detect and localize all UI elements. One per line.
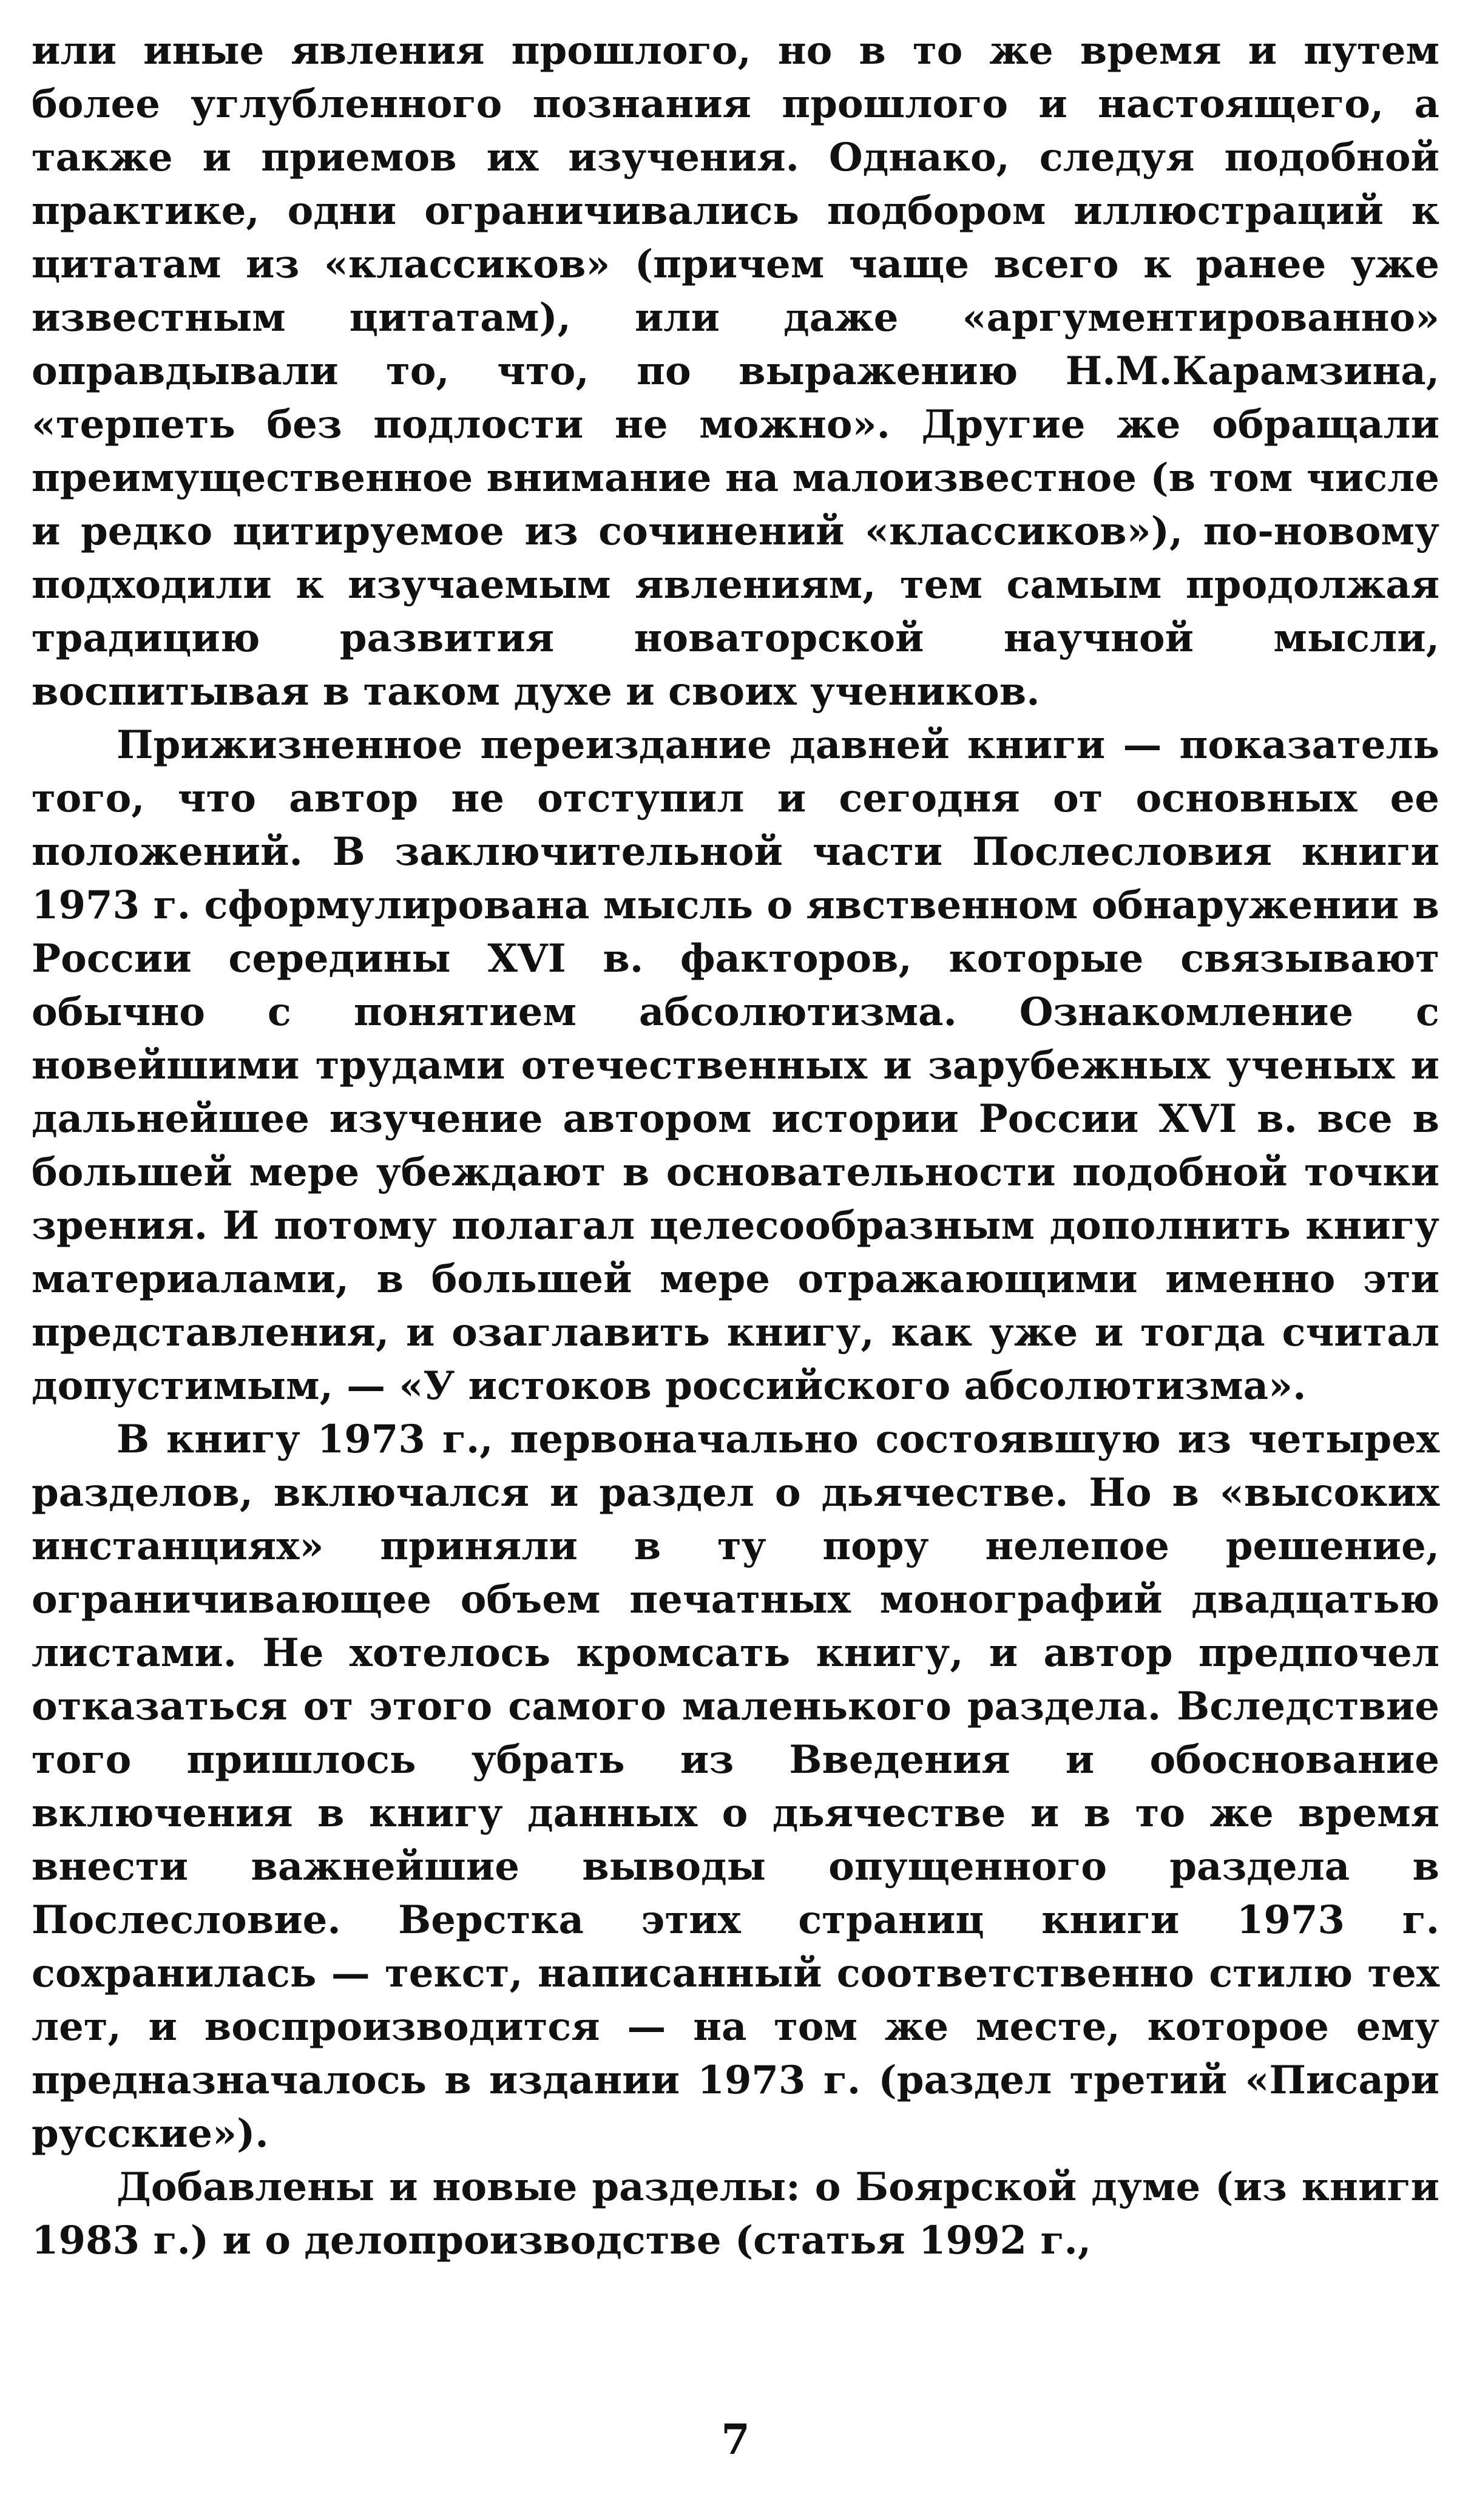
page-body (32, 24, 1439, 2268)
paragraph: Прижизненное переиздание давней книги — показатель того, что автор не отступил и сегодня от основных ее положений. В заключительной части Послесловия книги 1973 г. сформулирована мысль о явственном обнаружении в России середины XVI в. факторов, которые связывают обычно с понятием абсолютизма. Ознакомление с новейшими трудами отечественных и зарубежных ученых и дальнейшее изучение автором истории России XVI в. все в большей мере убеждают в основательности подобной точки зрения. И потому полагал целесообразным дополнить книгу материалами, в большей мере отражающими именно эти представления, и озаглавить книгу, как уже и тогда считал допустимым, — «У истоков российского абсолютизма». (32, 722, 1439, 1409)
paragraph: Добавлены и новые разделы: о Боярской думе (из книги 1983 г.) и о делопроизводстве (статья 1992 г., (32, 2164, 1439, 2263)
paragraph: В книгу 1973 г., первоначально состоявшую из четырех разделов, включался и раздел о дьячестве. Но в «высоких инстанциях» приняли в ту пору нелепое решение, ограничивающее объем печатных монографий двадцатью листами. Не хотелось кромсать книгу, и автор предпочел отказаться от этого самого маленького раздела. Вследствие того пришлось убрать из Введения и обоснование включения в книгу данных о дьячестве и в то же время внести важнейшие выводы опущенного раздела в Послесловие. Верстка этих страниц книги 1973 г. сохранилась — текст, написанный соответственно стилю тех лет, и воспроизводится — на том же месте, которое ему предназначалось в издании 1973 г. (раздел третий «Писари русские»). (32, 1417, 1439, 2156)
paragraph: или иные явления прошлого, но в то же время и путем более углубленного познания прошлого и настоящего, а также и приемов их изучения. Однако, следуя подобной практике, одни ограничивались подбором иллюстраций к цитатам из «классиков» (причем чаще всего к ранее уже известным цитатам), или даже «аргументированно» оправдывали то, что, по выражению Н.М.Карамзина, «терпеть без подлости не можно». Другие же обращали преимущественное внимание на малоизвестное (в том числе и редко цитируемое из сочинений «классиков»), по-новому подходили к изучаемым явлениям, тем самым продолжая традицию развития новаторской научной мысли, воспитывая в таком духе и своих учеников. (32, 28, 1439, 714)
page-number: 7 (721, 2416, 750, 2464)
